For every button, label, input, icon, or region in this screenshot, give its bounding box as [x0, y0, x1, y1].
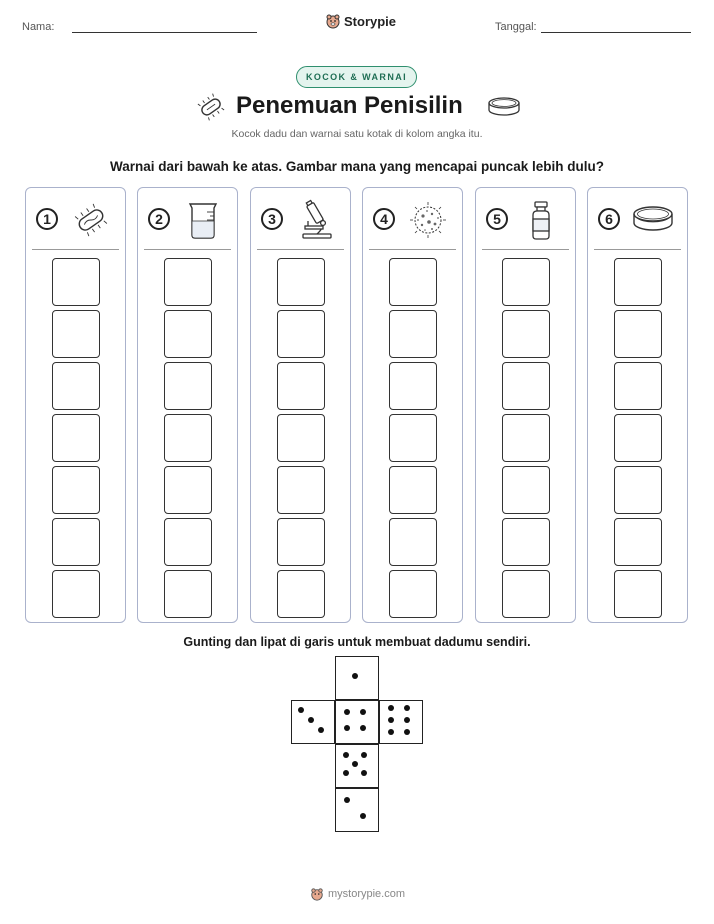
color-box[interactable] [164, 362, 212, 410]
column-divider [482, 249, 569, 250]
dice-pip [360, 709, 366, 715]
color-box[interactable] [164, 414, 212, 462]
microscope-icon [295, 199, 337, 241]
dice-pip [352, 761, 358, 767]
color-box[interactable] [389, 466, 437, 514]
storypie-mascot-icon [325, 13, 341, 29]
dice-pip [404, 717, 410, 723]
dice-pip [308, 717, 314, 723]
column-number: 2 [148, 208, 170, 230]
color-box[interactable] [277, 310, 325, 358]
column-divider [369, 249, 456, 250]
dice-pip [388, 717, 394, 723]
dice-pip [343, 752, 349, 758]
instruction-text: Warnai dari bawah ke atas. Gambar mana yang mencapai puncak lebih dulu? [110, 159, 604, 174]
color-box[interactable] [52, 570, 100, 618]
brand-name: Storypie [344, 13, 397, 29]
column-number: 1 [36, 208, 58, 230]
bacteria-title-icon [196, 93, 226, 121]
color-box[interactable] [277, 570, 325, 618]
column-number: 3 [261, 208, 283, 230]
color-box[interactable] [52, 310, 100, 358]
color-box[interactable] [277, 414, 325, 462]
color-box[interactable] [52, 258, 100, 306]
page-subtitle: Kocok dadu dan warnai satu kotak di kolom angka itu. [231, 128, 483, 140]
activity-badge: KOCOK & WARNAI [296, 66, 417, 88]
dice-pip [361, 752, 367, 758]
color-box[interactable] [614, 414, 662, 462]
mold-spore-icon [407, 199, 449, 241]
column-6 [587, 187, 688, 623]
color-box[interactable] [502, 362, 550, 410]
name-label: Nama: [22, 21, 55, 33]
dice-pip [318, 727, 324, 733]
color-box[interactable] [277, 518, 325, 566]
dice-pip [352, 673, 358, 679]
dice-face-4 [335, 700, 379, 744]
dice-pip [404, 729, 410, 735]
petri-dish-title-icon [487, 95, 521, 119]
color-box[interactable] [164, 570, 212, 618]
dice-pip [344, 797, 350, 803]
color-box[interactable] [389, 518, 437, 566]
color-box[interactable] [502, 310, 550, 358]
color-box[interactable] [389, 362, 437, 410]
color-box[interactable] [614, 362, 662, 410]
color-box[interactable] [614, 310, 662, 358]
column-number: 5 [486, 208, 508, 230]
color-box[interactable] [614, 570, 662, 618]
date-label: Tanggal: [495, 21, 537, 33]
dice-face-3 [291, 700, 335, 744]
column-3 [250, 187, 351, 623]
dice-face-5 [335, 744, 379, 788]
color-box[interactable] [502, 414, 550, 462]
footer [310, 887, 405, 901]
color-box[interactable] [502, 518, 550, 566]
dice-face-1 [335, 656, 379, 700]
beaker-icon [182, 199, 224, 241]
column-2 [137, 187, 238, 623]
color-box[interactable] [277, 362, 325, 410]
color-box[interactable] [164, 518, 212, 566]
column-number: 6 [598, 208, 620, 230]
page-title: Penemuan Penisilin [236, 92, 463, 119]
color-box[interactable] [164, 258, 212, 306]
dice-pip [388, 729, 394, 735]
dice-pip [361, 770, 367, 776]
column-divider [32, 249, 119, 250]
color-box[interactable] [52, 518, 100, 566]
color-box[interactable] [614, 518, 662, 566]
color-box[interactable] [277, 258, 325, 306]
dice-pip [298, 707, 304, 713]
color-box[interactable] [502, 570, 550, 618]
column-number: 4 [373, 208, 395, 230]
name-line[interactable] [72, 32, 257, 33]
color-box[interactable] [502, 258, 550, 306]
color-box[interactable] [277, 466, 325, 514]
dice-pip [344, 725, 350, 731]
color-box[interactable] [502, 466, 550, 514]
dice-pip [360, 813, 366, 819]
color-box[interactable] [614, 466, 662, 514]
vial-icon [520, 199, 562, 241]
footer-url: mystorypie.com [328, 888, 406, 900]
dice-face-6 [379, 700, 423, 744]
dice-pip [344, 709, 350, 715]
color-box[interactable] [164, 466, 212, 514]
color-box[interactable] [164, 310, 212, 358]
color-box[interactable] [389, 570, 437, 618]
dice-pip [360, 725, 366, 731]
color-box[interactable] [389, 258, 437, 306]
brand-logo [325, 13, 396, 29]
color-box[interactable] [614, 258, 662, 306]
bacteria-icon [70, 199, 112, 241]
color-box[interactable] [389, 414, 437, 462]
color-box[interactable] [389, 310, 437, 358]
dice-pip [343, 770, 349, 776]
dice-pip [388, 705, 394, 711]
color-box[interactable] [52, 466, 100, 514]
column-4 [362, 187, 463, 623]
cut-instruction: Gunting dan lipat di garis untuk membuat dadumu sendiri. [183, 635, 531, 649]
column-divider [257, 249, 344, 250]
dice-pip [404, 705, 410, 711]
dice-face-2 [335, 788, 379, 832]
date-line[interactable] [541, 32, 691, 33]
column-divider [594, 249, 681, 250]
color-box[interactable] [52, 414, 100, 462]
color-box[interactable] [52, 362, 100, 410]
column-divider [144, 249, 231, 250]
column-5 [475, 187, 576, 623]
storypie-mascot-icon [310, 887, 324, 901]
column-1 [25, 187, 126, 623]
petri-dish-icon [632, 199, 674, 241]
